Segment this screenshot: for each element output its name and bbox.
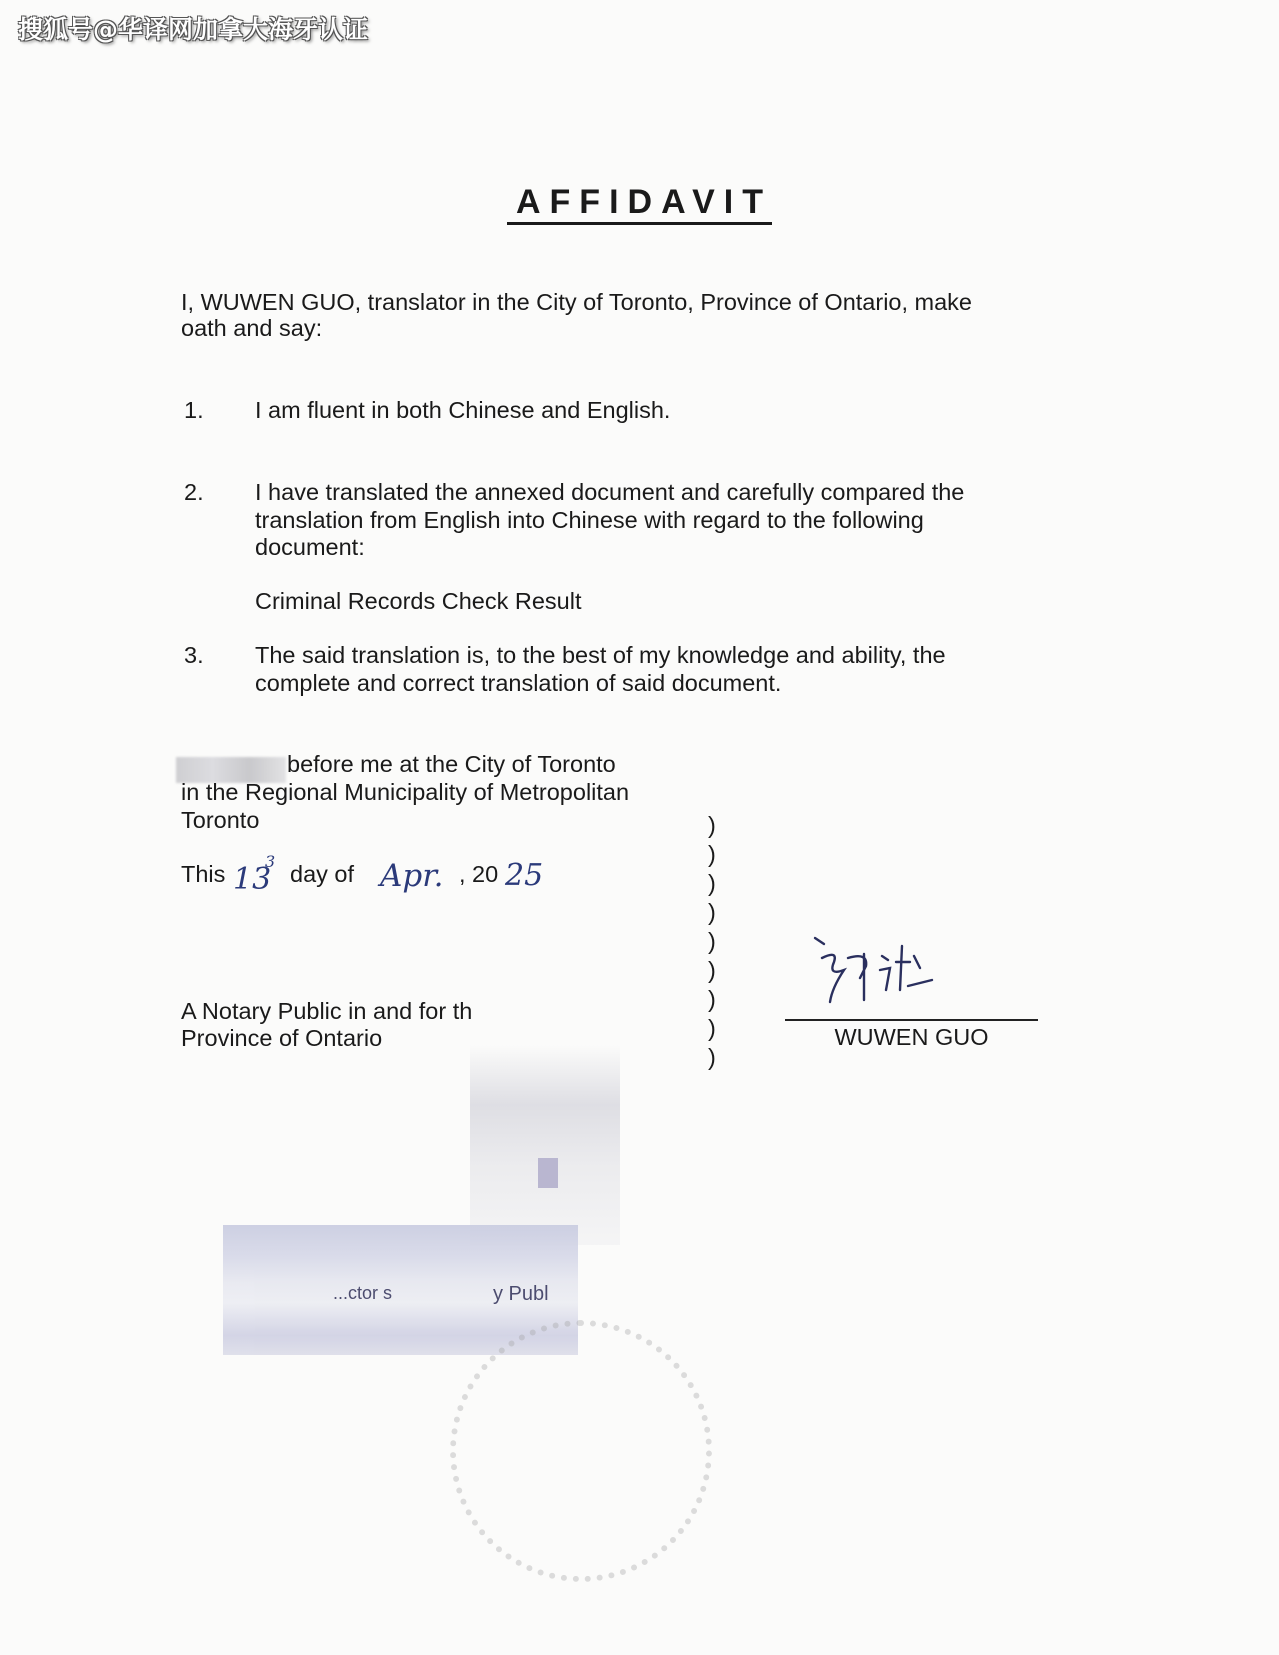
- intro-line-1: I, WUWEN GUO, translator in the City of Toronto, Province of Ontario, make: [181, 289, 973, 315]
- item-2-line-2: translation from English into Chinese with regard to the following: [255, 507, 924, 533]
- item-3-line-2: complete and correct translation of said document.: [255, 670, 782, 696]
- watermark: 搜狐号@华译网加拿大海牙认证: [18, 15, 369, 44]
- item-3-number: 3.: [184, 642, 204, 668]
- paren-2: ): [708, 841, 716, 867]
- paren-7: ): [708, 986, 716, 1012]
- item-2-number: 2.: [184, 479, 204, 505]
- stamp-text-fragment-1: ...ctor s: [333, 1283, 393, 1303]
- sworn-line-1: before me at the City of Toronto: [287, 751, 616, 777]
- date-this-label: This: [181, 861, 226, 887]
- handwritten-year: 25: [505, 858, 544, 893]
- paren-9: ): [708, 1044, 716, 1070]
- date-day-of-label: day of: [290, 861, 355, 887]
- redacted-notary-signature: [470, 1045, 620, 1245]
- document-name: Criminal Records Check Result: [255, 588, 582, 614]
- paren-4: ): [708, 899, 716, 925]
- paren-6: ): [708, 957, 716, 983]
- date-year-prefix: , 20: [459, 861, 499, 887]
- signature-scribble: [810, 928, 960, 1013]
- handwritten-month: Apr.: [380, 858, 444, 894]
- item-1-number: 1.: [184, 397, 204, 423]
- handwritten-day: 13: [233, 862, 272, 897]
- handwritten-day-suffix: 3: [265, 852, 276, 871]
- redacted-pixel-block: [538, 1158, 558, 1188]
- item-2-line-1: I have translated the annexed document and carefully compared the: [255, 479, 965, 505]
- paren-8: ): [708, 1015, 716, 1041]
- paren-5: ): [708, 928, 716, 954]
- embossed-seal: [450, 1320, 712, 1582]
- item-2-line-3: document:: [255, 534, 365, 560]
- paren-3: ): [708, 870, 716, 896]
- notary-line-2: Province of Ontario: [181, 1025, 383, 1051]
- paren-1: ): [708, 812, 716, 838]
- intro-line-2: oath and say:: [181, 315, 323, 341]
- stamp-text-fragment-2: y Publ: [493, 1283, 549, 1305]
- signature-line: [785, 1019, 1038, 1021]
- document-title: AFFIDAVIT: [0, 183, 1279, 222]
- notary-line-1: A Notary Public in and for th: [181, 998, 473, 1024]
- item-3-line-1: The said translation is, to the best of my knowledge and ability, the: [255, 642, 946, 668]
- item-1-text: I am fluent in both Chinese and English.: [255, 397, 671, 423]
- sworn-line-3: Toronto: [181, 807, 260, 833]
- signer-name: WUWEN GUO: [834, 1024, 989, 1050]
- sworn-line-2: in the Regional Municipality of Metropolitan: [181, 779, 630, 805]
